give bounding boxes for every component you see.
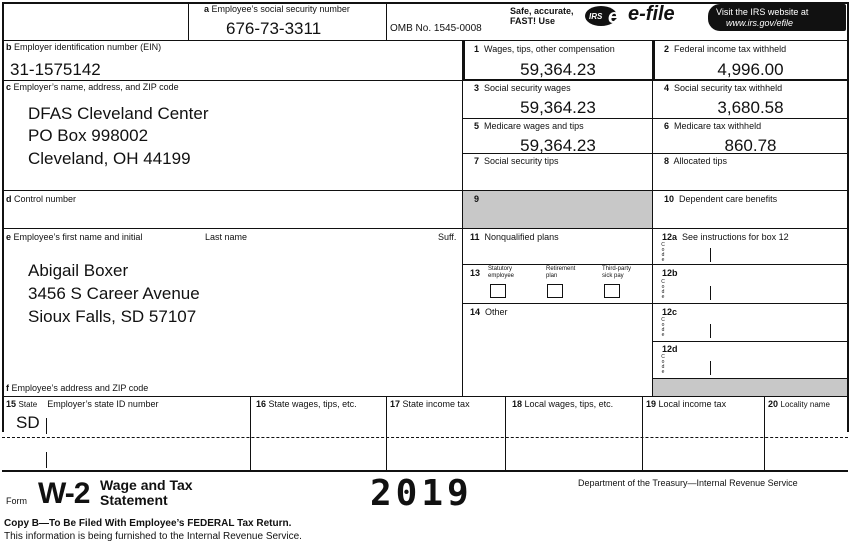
- visit-irs-box: [708, 4, 846, 31]
- box-8-label: 8 Allocated tips: [664, 156, 728, 166]
- box-5-label: 5 Medicare wages and tips: [474, 121, 584, 131]
- irs-badge: IRS: [589, 12, 603, 21]
- state-id-divider: [46, 418, 47, 434]
- box-5-value[interactable]: 59,364.23: [520, 136, 596, 155]
- statutory-employee-checkbox[interactable]: [490, 284, 506, 298]
- box-13-label: 13: [470, 268, 481, 278]
- box-3-label: 3 Social security wages: [474, 83, 571, 93]
- box-11-label: 11 Nonqualified plans: [470, 232, 559, 242]
- box-a-label: a Employee’s social security number: [204, 4, 350, 14]
- box-e-last-name-label: Last name: [205, 232, 248, 242]
- box-1-value[interactable]: 59,364.23: [520, 60, 596, 79]
- box-15-label: 15 State Employer’s state ID number: [6, 399, 159, 409]
- box-13-statutory-label: Statutory employee: [488, 266, 515, 279]
- retirement-plan-checkbox[interactable]: [547, 284, 563, 298]
- visit-irs-line1: Visit the IRS website at: [716, 7, 809, 17]
- box-c-label: c Employer’s name, address, and ZIP code: [6, 82, 179, 92]
- omb-number: OMB No. 1545-0008: [390, 23, 482, 34]
- efile-e: e: [608, 6, 620, 28]
- ein-value[interactable]: 31-1575142: [10, 60, 101, 79]
- box-e-label: e Employee’s first name and initial: [6, 232, 143, 242]
- box-9-label: 9: [474, 194, 480, 204]
- box-3-value[interactable]: 59,364.23: [520, 98, 596, 117]
- state-id-divider-2: [46, 452, 47, 468]
- box-f-label: f Employee’s address and ZIP code: [6, 383, 149, 393]
- employee-line-2[interactable]: 3456 S Career Avenue: [28, 284, 200, 303]
- form-title: Wage and Tax Statement: [100, 477, 193, 508]
- box-18-label: 18 Local wages, tips, etc.: [512, 399, 614, 409]
- form-word: Form: [6, 496, 27, 506]
- state-value[interactable]: SD: [16, 413, 40, 432]
- box-7-label: 7 Social security tips: [474, 156, 559, 166]
- box-1-label: 1 Wages, tips, other compensation: [474, 44, 615, 54]
- box-12b-label: 12b: [662, 268, 678, 278]
- box-12d-label: 12d: [662, 344, 678, 354]
- box-2-value[interactable]: 4,996.00: [717, 60, 784, 79]
- box-10-label: 10 Dependent care benefits: [664, 194, 778, 204]
- copy-b-line: Copy B—To Be Filed With Employee’s FEDERAL Tax Return.: [4, 518, 292, 529]
- box-13-retirement-label: Retirement plan: [546, 266, 576, 279]
- box-4-label: 4 Social security tax withheld: [664, 83, 783, 93]
- box-9-shade: [463, 191, 652, 228]
- box-20-label: 20 Locality name: [768, 399, 830, 409]
- employee-line-3[interactable]: Sioux Falls, SD 57107: [28, 307, 197, 326]
- box-b-label: b Employer identification number (EIN): [6, 42, 162, 52]
- box-16-label: 16 State wages, tips, etc.: [256, 399, 357, 409]
- dept-treasury: Department of the Treasury—Internal Revenue Service: [578, 478, 798, 488]
- employer-line-2[interactable]: PO Box 998002: [28, 126, 149, 145]
- box-2-label: 2 Federal income tax withheld: [664, 44, 787, 54]
- ssn-value[interactable]: 676-73-3311: [226, 19, 322, 38]
- box-4-value[interactable]: 3,680.58: [717, 98, 784, 117]
- box-13-thirdparty-label: Third-party sick pay: [602, 266, 632, 279]
- form-code: W-2: [38, 477, 90, 510]
- employee-line-1[interactable]: Abigail Boxer: [28, 261, 129, 280]
- safe-accurate-text: Safe, accurate, FAST! Use: [510, 6, 574, 26]
- tax-year: 2019: [370, 473, 473, 514]
- box-12-bottom-shade: [653, 379, 847, 396]
- employer-line-3[interactable]: Cleveland, OH 44199: [28, 149, 191, 168]
- third-party-sick-pay-checkbox[interactable]: [604, 284, 620, 298]
- employer-line-1[interactable]: DFAS Cleveland Center: [28, 104, 209, 123]
- box-e-suffix-label: Suff.: [438, 232, 457, 242]
- box-d-label: d Control number: [6, 194, 77, 204]
- visit-irs-line2[interactable]: www.irs.gov/efile: [726, 18, 794, 28]
- info-line: This information is being furnished to the Internal Revenue Service.: [4, 531, 302, 542]
- box-19-label: 19 Local income tax: [646, 399, 727, 409]
- box-12c-label: 12c: [662, 307, 678, 317]
- box-6-label: 6 Medicare tax withheld: [664, 121, 762, 131]
- box-14-label: 14 Other: [470, 307, 508, 317]
- box-12a-label: 12a See instructions for box 12: [662, 232, 789, 242]
- efile-wordmark: e-file: [628, 3, 675, 25]
- box-17-label: 17 State income tax: [390, 399, 470, 409]
- box-6-value[interactable]: 860.78: [724, 136, 777, 155]
